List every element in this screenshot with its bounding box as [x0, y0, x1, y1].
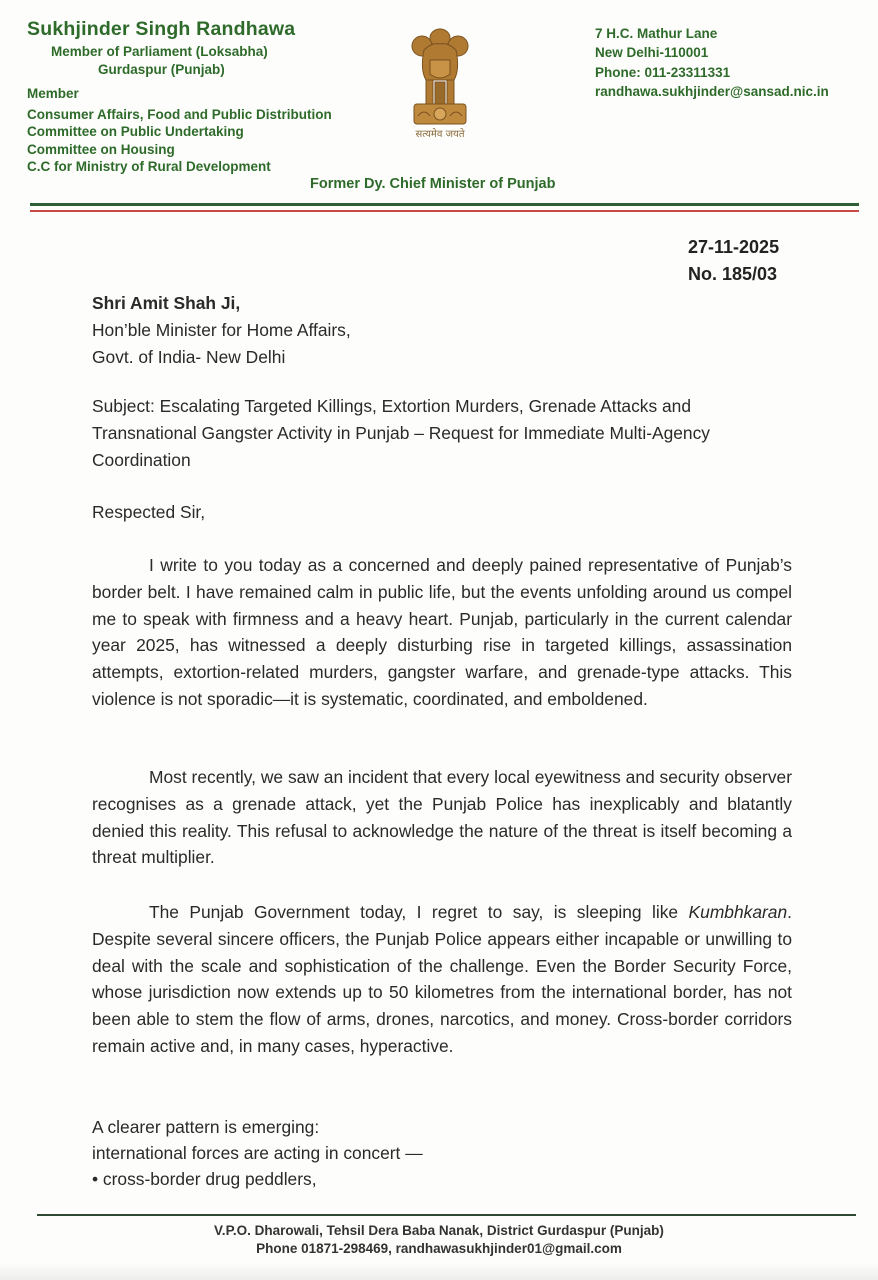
addressee-name: Shri Amit Shah Ji, — [92, 293, 241, 313]
sender-delhi-address — [595, 24, 829, 101]
committee-item: C.C for Ministry of Rural Development — [27, 158, 271, 174]
addressee-office: Govt. of India- New Delhi — [92, 347, 286, 367]
committee-item: Committee on Public Undertaking — [27, 124, 244, 140]
email-line: randhawa.sukhjinder@sansad.nic.in — [595, 83, 829, 99]
paragraph-text: I write to you today as a concerned and deeply pained representative of Punjab’s border belt. I have remained calm in public life, but the events unfolding around us compel me to speak with firmness and a heavy heart. Punjab, particularly in the current calendar year 2025, has witnessed a deeply disturbing rise in targeted killings, assassination attempts, extortion-related murders, gangster warfare, and grenade-type attacks. This violence is not sporadic—it is systematic, coordinated, and emboldened. — [92, 555, 792, 709]
footer-contact: Phone 01871-298469, randhawasukhjinder01@gmail.com — [256, 1241, 622, 1256]
letter-date: 27-11-2025 — [688, 237, 780, 257]
pattern-intro: A clearer pattern is emerging: — [92, 1117, 320, 1137]
paragraph-text: The Punjab Government today, I regret to say, is sleeping like — [149, 902, 689, 922]
pattern-list — [92, 1114, 423, 1192]
former-post: Former Dy. Chief Minister of Punjab — [310, 176, 556, 192]
phone-line: Phone: 011-23311331 — [595, 64, 731, 80]
scan-edge — [0, 1262, 878, 1280]
letter-subject: Subject: Escalating Targeted Killings, Extortion Murders, Grenade Attacks and Transnational Gangster Activity in Punjab – Request for Immediate Multi-Agency Coordination — [92, 396, 710, 470]
footer — [0, 1222, 878, 1258]
paragraph-emphasis: Kumbhkaran — [688, 902, 788, 922]
pattern-line: international forces are acting in concert — — [92, 1143, 423, 1163]
committee-item: Committee on Housing — [27, 141, 175, 157]
letterhead-rule-red — [30, 210, 859, 212]
footer-rule — [37, 1214, 856, 1216]
pattern-bullet: • cross-border drug peddlers, — [92, 1169, 317, 1189]
member-label: Member — [27, 86, 79, 101]
salutation: Respected Sir, — [92, 502, 206, 522]
sender-title: Member of Parliament (Loksabha) — [51, 44, 268, 59]
date-ref-block — [688, 234, 779, 288]
committee-item: Consumer Affairs, Food and Public Distribution — [27, 107, 332, 122]
body-paragraph — [92, 899, 792, 1060]
footer-address: V.P.O. Dharowali, Tehsil Dera Baba Nanak, District Gurdaspur (Punjab) — [214, 1223, 664, 1238]
body-paragraph — [92, 552, 792, 713]
body-paragraph — [92, 764, 792, 871]
addressee-block — [92, 290, 351, 371]
paragraph-text: . Despite several sincere officers, the Punjab Police appears either incapable or unwilling to deal with the scale and sophistication of the challenge. Even the Border Security Force, whose jurisdiction now extends up to 50 kilometres from the international border, has not been able to stem the flow of arms, drones, narcotics, and money. Cross-border corridors remain active and, in many cases, hyperactive. — [92, 902, 792, 1056]
emblem-motto: सत्यमेव जयते — [415, 129, 465, 140]
letterhead-rule-green — [30, 203, 859, 206]
paragraph-text: Most recently, we saw an incident that every local eyewitness and security observer recognises as a grenade attack, yet the Punjab Police has inexplicably and blatantly denied this reality. This refusal to acknowledge the nature of the threat is itself becoming a threat multiplier. — [92, 767, 792, 868]
sender-name: Sukhjinder Singh Randhawa — [27, 18, 296, 40]
committee-list — [27, 106, 332, 175]
address-line: New Delhi-110001 — [595, 45, 709, 61]
addressee-designation: Hon’ble Minister for Home Affairs, — [92, 320, 351, 340]
address-line: 7 H.C. Mathur Lane — [595, 26, 718, 41]
sender-constituency: Gurdaspur (Punjab) — [98, 62, 225, 77]
reference-number: No. 185/03 — [688, 264, 778, 284]
